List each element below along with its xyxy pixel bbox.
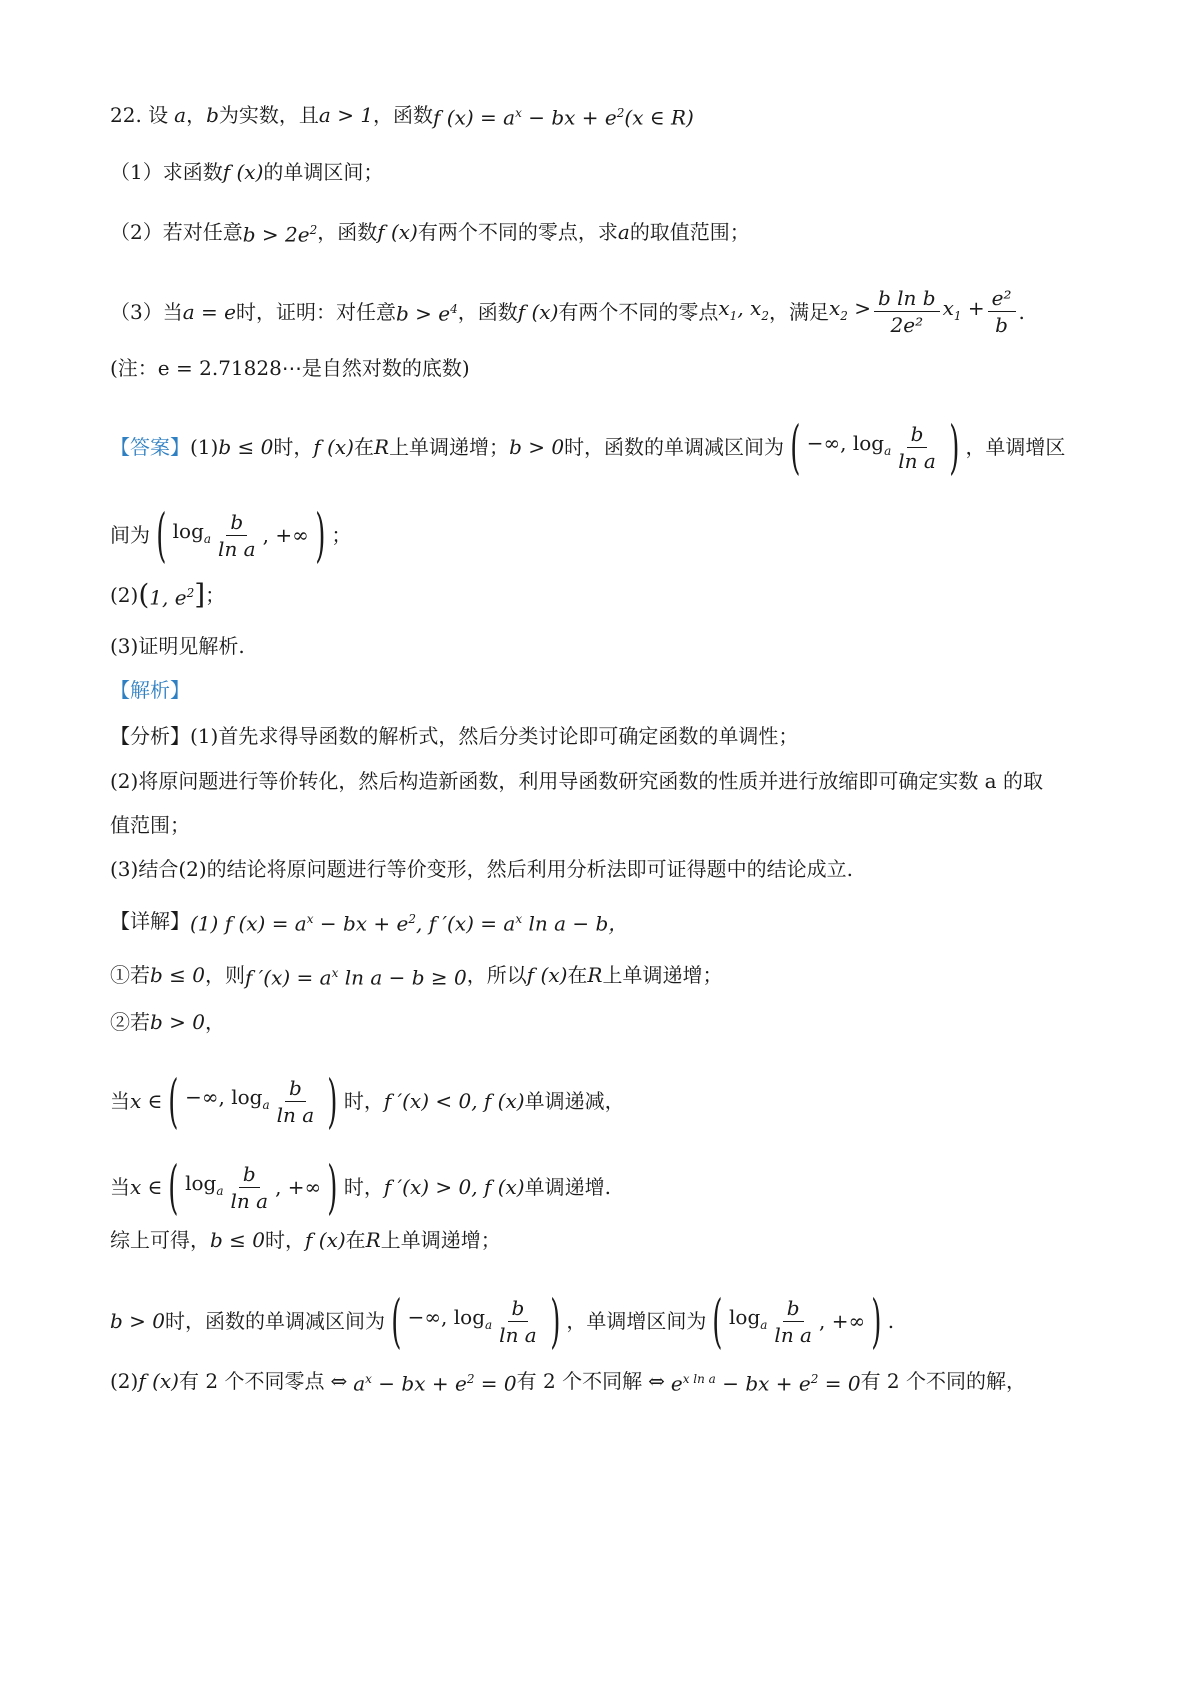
answer-line-2 — [110, 501, 1100, 569]
math-expr: −∞, $\log_a$ — [185, 1085, 270, 1112]
summary-2 — [110, 1287, 1100, 1355]
text: ，函数 — [317, 220, 378, 245]
math-expr: b ≤ 0 — [150, 963, 205, 988]
text: 有 2 个不同的解， — [860, 1369, 1027, 1394]
paren-left: ( — [391, 1287, 402, 1355]
math-expr: $\log_a$ — [185, 1171, 224, 1198]
text: 综上可得， — [110, 1228, 210, 1252]
math-expr: f $'(x) = a^x$ ln a − b ≥ 0 — [245, 965, 467, 990]
text: 时，函数的单调减区间为 — [564, 435, 785, 459]
math-expr: , +∞ — [262, 523, 309, 547]
text: 在 — [345, 1228, 366, 1252]
text: 时， — [273, 435, 314, 459]
math-expr: (1) f $(x) = a^x$ − bx + $e^2$, f $'(x) = a^x$ ln a − b， — [190, 911, 629, 936]
text: 有两个不同的零点，求 — [417, 220, 618, 245]
math-fraction: $\frac{b}{\text{ln a}}$ — [499, 1295, 537, 1347]
text: ②若 — [110, 1010, 150, 1034]
paren-left: ( — [168, 1067, 179, 1135]
text: 时， — [265, 1228, 305, 1252]
text: 当 — [110, 1089, 130, 1113]
text: ，函数 — [457, 299, 518, 324]
answer-line-1 — [110, 413, 1100, 481]
math-expr: −∞, $\log_a$ — [407, 1305, 493, 1332]
math-expr: $\log_a$ — [172, 519, 212, 546]
text: 的单调区间； — [263, 160, 384, 184]
question-3 — [110, 285, 1100, 338]
math-expr: $b > e^4$ — [395, 301, 458, 326]
paren-left: ( — [156, 501, 167, 569]
text: 单调递增. — [524, 1175, 611, 1199]
math-fraction: $\frac{b}{\text{ln a}}$ — [218, 509, 256, 561]
math-expr: $x_1$ + — [942, 295, 985, 323]
math-var: a — [617, 220, 630, 245]
math-var: R — [365, 1228, 381, 1252]
text: 在 — [354, 435, 374, 459]
xiangjie-label: 【详解】 — [110, 909, 190, 934]
summary-1 — [110, 1225, 1100, 1255]
text: (1) — [190, 435, 219, 459]
iff-symbol: ⇔ — [330, 1369, 348, 1394]
math-expr: $b > 2e^2$ — [242, 222, 318, 247]
text: ，函数 — [373, 103, 434, 128]
math-expr: b > 0 — [509, 435, 565, 459]
math-var: b — [206, 103, 219, 128]
math-fraction: $\frac{\text{e²}}{b}$ — [988, 285, 1016, 338]
analysis-1 — [110, 721, 1100, 751]
math-fraction: $\frac{\text{b ln b}}{\text{2e²}}$ — [874, 285, 940, 338]
math-function: f $(x) = a^x$ − bx + $e^2(x$ ∈ R) — [433, 105, 694, 130]
text: ，单调增区 — [965, 435, 1066, 459]
text: 时，证明：对任意 — [235, 299, 396, 324]
math-expr: x ∈ — [130, 1175, 163, 1199]
text: （1）求函数 — [110, 160, 223, 184]
detail-1 — [110, 904, 1100, 939]
text: 上单调递增； — [380, 1228, 501, 1252]
paren-right: ) — [871, 1287, 882, 1355]
text: 时，函数的单调减区间为 — [165, 1309, 385, 1333]
math-expr: , +∞ — [275, 1175, 322, 1199]
decreasing-interval — [110, 1067, 1100, 1135]
math-expr: −∞, $\log_a$ — [806, 431, 892, 458]
paren-right: ) — [327, 1067, 338, 1135]
text: (2) — [110, 1369, 139, 1394]
text: ， — [205, 1010, 225, 1034]
text: ； — [331, 523, 352, 547]
text: （3）当 — [110, 299, 183, 324]
math-var: R — [587, 963, 603, 988]
math-fraction: $\frac{b}{\text{ln a}}$ — [898, 421, 936, 473]
math-expr: , +∞ — [818, 1309, 866, 1333]
question-1 — [110, 157, 1100, 187]
text: (2) — [110, 583, 139, 608]
text: . — [887, 1309, 895, 1333]
math-expr: $\log_a$ — [729, 1305, 768, 1332]
text: （2）若对任意 — [110, 220, 243, 245]
part-2-derivation — [110, 1364, 1100, 1399]
analysis-heading — [110, 675, 1100, 705]
math-expr: a = e — [182, 299, 236, 324]
math-expr: $e^{x ln a}$ − bx + $e^2 = 0$ — [670, 1371, 861, 1396]
math-expr: $x_1$, $x_2$ — [718, 295, 769, 323]
iff-symbol: ⇔ — [648, 1369, 665, 1394]
case-1 — [110, 958, 1100, 993]
text: 有两个不同的零点 — [558, 299, 719, 324]
text: ，单调增区间为 — [566, 1309, 707, 1333]
math-expr: f (x) — [526, 963, 568, 988]
math-expr: $a^x$ − bx + $e^2 = 0$ — [353, 1371, 517, 1396]
analysis-2: (2)将原问题进行等价转化，然后构造新函数，利用导函数研究函数的性质并进行放缩即可确定实数 a 的取 — [110, 769, 1043, 793]
math-expr: 1, $e^2$ — [149, 585, 195, 610]
text: 有 2 个不同零点 — [179, 1369, 325, 1394]
text: 单调递减， — [524, 1089, 625, 1113]
case-2 — [110, 1007, 1100, 1037]
math-expr: b > 0 — [110, 1309, 165, 1333]
problem-stem — [110, 98, 1100, 133]
math-expr: f (x) — [517, 299, 559, 324]
paren-left: ( — [138, 578, 150, 612]
paren-right: ) — [327, 1153, 338, 1221]
problem-number: 22. 设 — [110, 103, 169, 128]
math-fraction: $\frac{b}{\text{ln a}}$ — [774, 1295, 812, 1347]
text: ，所以 — [466, 963, 527, 988]
math-expr: b ≤ 0 — [218, 435, 274, 459]
math-expr: f (x) — [305, 1228, 346, 1252]
question-2 — [110, 215, 1100, 250]
paren-left: ( — [168, 1153, 179, 1221]
math-expr: $x_2$ > — [828, 295, 871, 323]
math-expr: f (x) — [138, 1369, 179, 1394]
text: (1)首先求得导函数的解析式，然后分类讨论即可确定函数的单调性； — [190, 724, 799, 748]
text: ①若 — [110, 963, 150, 988]
bracket-right: ] — [194, 578, 206, 612]
math-expr: x ∈ — [130, 1089, 163, 1113]
math-expr: b > 0 — [150, 1010, 205, 1034]
paren-left: ( — [790, 413, 801, 481]
paren-left: ( — [712, 1287, 723, 1355]
math-fraction: $\frac{b}{\text{ln a}}$ — [276, 1075, 315, 1127]
math-expr: f (x) — [222, 160, 264, 184]
text: 时， — [343, 1089, 384, 1113]
math-condition: a > 1 — [318, 103, 374, 128]
math-var: a — [174, 103, 187, 128]
text: 上单调递增； — [389, 435, 510, 459]
analysis-3: (3)结合(2)的结论将原问题进行等价变形，然后利用分析法即可证得题中的结论成立. — [110, 857, 854, 881]
note: (注：e = 2.71828⋯是自然对数的底数) — [110, 356, 470, 380]
increasing-interval — [110, 1153, 1100, 1221]
text: . — [1018, 299, 1025, 324]
fenxi-label: 【分析】 — [110, 724, 190, 748]
text: 当 — [110, 1175, 130, 1199]
text: 时， — [343, 1175, 384, 1199]
answer-2 — [110, 578, 1100, 613]
math-expr: f ′(x) < 0, f (x) — [383, 1089, 525, 1113]
paren-right: ) — [549, 1287, 561, 1355]
text: 为实数，且 — [218, 103, 319, 128]
answer-3: (3)证明见解析. — [110, 634, 245, 658]
math-expr: b ≤ 0 — [210, 1228, 265, 1252]
text: ，满足 — [768, 299, 829, 324]
text: 的取值范围； — [629, 220, 750, 245]
text: ， — [186, 103, 207, 128]
text: 在 — [567, 963, 588, 988]
text: ； — [205, 583, 226, 608]
text: ，则 — [205, 963, 245, 988]
text: 间为 — [110, 523, 150, 547]
text: 有 2 个不同解 — [516, 1369, 643, 1394]
math-fraction: $\frac{b}{\text{ln a}}$ — [230, 1161, 269, 1213]
math-var: R — [374, 435, 390, 459]
text: 上单调递增； — [602, 963, 723, 988]
math-expr: f (x) — [377, 220, 418, 245]
analysis-2-cont: 值范围； — [110, 813, 190, 837]
paren-right: ) — [949, 413, 960, 481]
answer-label: 【答案】 — [110, 435, 190, 459]
analysis-label: 【解析】 — [110, 678, 190, 702]
math-expr: f ′(x) > 0, f (x) — [383, 1175, 525, 1199]
paren-right: ) — [314, 501, 326, 569]
math-expr: f (x) — [313, 435, 354, 459]
